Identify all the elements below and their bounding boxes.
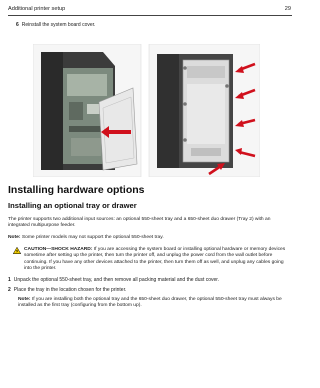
step-2 [8,287,126,293]
step-number: 2 [8,287,11,293]
printer-illustration [33,44,260,177]
step-1 [8,277,219,283]
printer-system-board-illustration [33,44,141,177]
step-number: 1 [8,277,11,283]
note-text: If you are installing both the optional tray and the 650-sheet duo drawer, the optional 550-sheet tray must always be installed as the first tray (configuring from the bottom up). [18,297,282,309]
figure-system-board-cover [33,44,260,177]
step-6 [16,22,95,28]
note-label: Note: [18,297,31,302]
caution-label: CAUTION—SHOCK HAZARD: [24,247,93,252]
header-section-title: Additional printer setup [8,6,66,12]
shock-hazard-icon [13,247,21,254]
step-text: Reinstall the system board cover. [21,22,96,28]
note-paragraph [8,235,288,241]
intro-paragraph: The printer supports two additional input sources: an optional 550-sheet tray and a 650-sheet duo drawer (Tray 2) with an integrated multipurpose feeder. [8,217,271,229]
note-text: Some printer models may not support the optional 550-sheet tray. [21,235,164,240]
note-label: Note: [8,235,21,240]
caution-text: If you are accessing the system board or installing optional hardware or memory devices sometime after setting up the printer, then turn the printer off, and unplug the power cord from the wall outlet before continuing. If you have any other devices attached to the printer, then turn them off as well, and unplug any cables going into the printer. [24,247,286,271]
step-number: 6 [16,22,19,28]
header-rule [8,15,292,16]
caution-block [13,247,288,272]
step-2-note [18,297,286,310]
page-number: 29 [284,6,291,12]
step-text: Place the tray in the location chosen for the printer. [13,287,127,293]
section-title: Installing hardware options [8,184,145,196]
printer-side-panel-illustration [149,44,260,177]
subsection-title: Installing an optional tray or drawer [8,201,137,210]
step-text: Unpack the optional 550-sheet tray, and then remove all packing material and the dust cover. [13,277,220,283]
